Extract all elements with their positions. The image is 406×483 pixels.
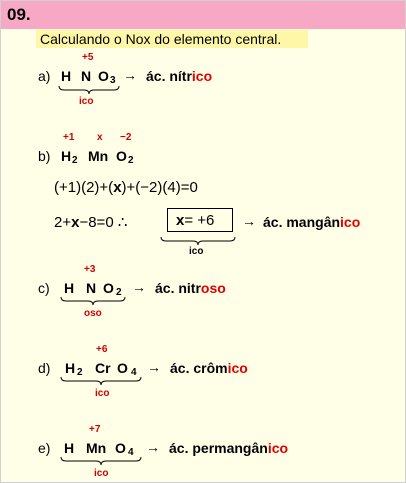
header-bar [1, 1, 405, 29]
item-a-brace-icon [58, 85, 120, 95]
intro-text: Calculando o Nox do elemento central. [36, 30, 308, 48]
item-c-label: c) [38, 280, 50, 296]
item-a-suffix: ico [191, 68, 213, 84]
item-b-ox1: +1 [63, 132, 75, 143]
item-a-acid-name: ác. nítrico [146, 68, 213, 84]
item-d-suffix: ico [227, 360, 248, 376]
item-b-sub1: 2 [72, 155, 78, 166]
item-c-arrow: → [132, 279, 146, 295]
item-a-arrow: → [123, 67, 137, 83]
item-c-sub3: 2 [116, 287, 122, 298]
item-a-el1: H [61, 68, 72, 84]
item-b-el1: H [61, 148, 72, 164]
item-d-el1: H [65, 360, 76, 376]
item-b-el2: Mn [88, 148, 109, 164]
item-a-sub3: 3 [110, 75, 116, 86]
item-c-ox-central: +3 [84, 264, 96, 275]
item-d-el3: O [117, 360, 128, 376]
item-d-brace-label: ico [95, 388, 110, 399]
item-b-sub3: 2 [128, 155, 134, 166]
item-d-el2: Cr [95, 360, 111, 376]
item-d-brace-icon [60, 376, 142, 386]
item-b-brace-label: ico [189, 246, 204, 257]
item-c-acid-name: ác. nitroso [155, 280, 226, 296]
item-b-equation-1: (+1)(2)+(x)+(−2)(4)=0 [54, 179, 198, 196]
item-c-brace-icon [60, 296, 126, 306]
item-c-brace-label: oso [84, 308, 102, 319]
item-b-ox2: x [97, 132, 103, 143]
item-b-el3: O [116, 148, 127, 164]
question-number: 09. [7, 5, 31, 24]
item-d-arrow: → [147, 359, 161, 375]
item-b-ox3: −2 [120, 132, 132, 143]
item-e-arrow: → [146, 439, 160, 455]
item-e-ox-central: +7 [89, 424, 101, 435]
item-e-brace-icon [60, 456, 142, 466]
item-d-acid-name: ác. crômico [170, 360, 248, 376]
item-c-el2: N [86, 280, 97, 296]
item-e-el2: Mn [86, 440, 107, 456]
item-c-el3: O [103, 280, 114, 296]
item-d-ox-central: +6 [96, 344, 108, 355]
item-a-ox-central: +5 [82, 52, 94, 63]
item-e-suffix: ico [267, 440, 289, 456]
item-a-el2: N [81, 68, 92, 84]
item-a-label: a) [38, 68, 51, 84]
item-b-arrow: → [242, 213, 256, 229]
item-e-el3: O [115, 440, 126, 456]
item-a-el3: O [98, 68, 109, 84]
item-e-label: e) [38, 440, 51, 456]
item-e-el1: H [64, 440, 75, 456]
item-d-label: d) [38, 360, 51, 376]
item-a-brace-label: ico [79, 96, 94, 107]
item-b-acid-name: ác. mangânico [263, 214, 361, 230]
item-b-brace-icon [160, 236, 236, 246]
item-b-equation-2: 2+x−8=0 ∴ [54, 214, 128, 231]
item-e-acid-name: ác. permangânico [169, 440, 289, 456]
item-b-label: b) [38, 148, 51, 164]
item-c-suffix: oso [200, 280, 226, 296]
item-d-sub3: 4 [131, 367, 137, 378]
item-e-brace-label: ico [94, 468, 109, 479]
item-e-sub3: 4 [128, 447, 134, 458]
item-c-el1: H [64, 280, 75, 296]
item-b-suffix: ico [340, 214, 361, 230]
item-b-result: x= +6 [176, 212, 215, 229]
item-d-sub1: 2 [77, 367, 83, 378]
